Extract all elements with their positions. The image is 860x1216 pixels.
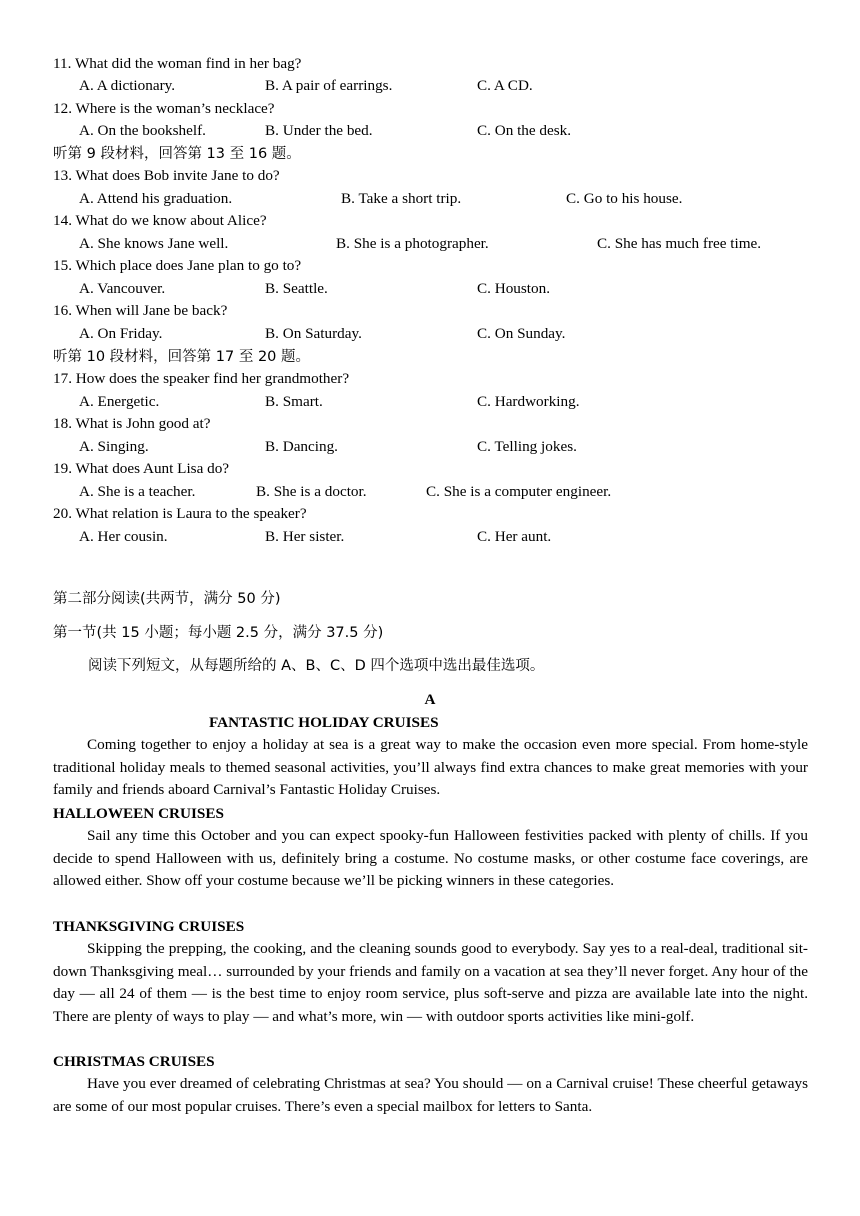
q15-option-a: A. Vancouver. [79,280,166,297]
halloween-heading: HALLOWEEN CRUISES [53,805,224,822]
q12-option-a: A. On the bookshelf. [79,122,206,139]
q15-option-c: C. Houston. [477,280,550,297]
q17-option-a: A. Energetic. [79,393,160,410]
q14-option-c: C. She has much free time. [597,235,762,252]
q18-option-b: B. Dancing. [265,438,338,455]
passage-letter: A [424,691,436,708]
q13-option-c: C. Go to his house. [566,190,683,207]
q12-option-c: C. On the desk. [477,122,572,139]
passage-intro: Coming together to enjoy a holiday at sea is a great way to make the occasion even more special. From home-style traditional holiday meals to themed seasonal activities, you’ll always find extra chances to make great memories with your family and friends aboard Carnival’s Fantastic Holiday Cruises. [53,736,808,799]
reading-section-title: 第一节(共 15 小题；每小题 2.5 分，满分 37.5 分) [53,625,384,641]
q13-option-b: B. Take a short trip. [341,190,462,207]
reading-part-title: 第二部分阅读(共两节，满分 50 分) [53,591,281,607]
q12-option-b: B. Under the bed. [265,122,373,139]
q16-option-c: C. On Sunday. [477,325,566,342]
question-12: 12. Where is the woman’s necklace? [53,100,275,117]
thanksgiving-text: Skipping the prepping, the cooking, and the cleaning sounds good to everybody. Say yes to a real-deal, traditional sit-down Thanksgiving meal… surrounded by your friends and family on a vacation at sea they’ll never forget. Any hour of the day — all 24 of them — is the best time to enjoy room service, plus soft-serve and pizza are available late into the night. There are plenty of ways to play — and what’s more, win — with outdoor sports activities like mini-golf. [53,940,808,1025]
q18-option-c: C. Telling jokes. [477,438,577,455]
section-note-part10: 听第 10 段材料，回答第 17 至 20 题。 [53,349,311,365]
q13-option-a: A. Attend his graduation. [79,190,233,207]
section-note-part9: 听第 9 段材料，回答第 13 至 16 题。 [53,146,301,162]
q19-option-a: A. She is a teacher. [79,483,196,500]
question-15: 15. Which place does Jane plan to go to? [53,257,302,274]
q14-option-b: B. She is a photographer. [336,235,489,252]
christmas-heading: CHRISTMAS CRUISES [53,1053,215,1070]
q18-option-a: A. Singing. [79,438,149,455]
question-19: 19. What does Aunt Lisa do? [53,460,230,477]
q11-option-a: A. A dictionary. [79,77,176,94]
q11-option-c: C. A CD. [477,77,533,94]
thanksgiving-heading: THANKSGIVING CRUISES [53,918,245,935]
question-20: 20. What relation is Laura to the speaker? [53,505,307,522]
q17-option-c: C. Hardworking. [477,393,580,410]
halloween-text: Sail any time this October and you can expect spooky-fun Halloween festivities packed with plenty of chills. If you decide to spend Halloween with us, definitely bring a costume. No costume masks, or other costume face coverings, are allowed either. Show off your costume because we’ll be picking winners in these categories. [53,827,808,890]
q14-option-a: A. She knows Jane well. [79,235,229,252]
question-13: 13. What does Bob invite Jane to do? [53,167,280,184]
passage-title: FANTASTIC HOLIDAY CRUISES [209,714,439,731]
question-17: 17. How does the speaker find her grandmother? [53,370,350,387]
q11-option-b: B. A pair of earrings. [265,77,393,94]
question-18: 18. What is John good at? [53,415,211,432]
q15-option-b: B. Seattle. [265,280,328,297]
reading-instruction: 阅读下列短文，从每题所给的 A、B、C、D 四个选项中选出最佳选项。 [88,658,545,674]
question-11: 11. What did the woman find in her bag? [53,55,302,72]
q17-option-b: B. Smart. [265,393,323,410]
q16-option-a: A. On Friday. [79,325,163,342]
question-14: 14. What do we know about Alice? [53,212,267,229]
q19-option-c: C. She is a computer engineer. [426,483,612,500]
question-16: 16. When will Jane be back? [53,302,228,319]
q20-option-a: A. Her cousin. [79,528,168,545]
christmas-text: Have you ever dreamed of celebrating Christmas at sea? You should — on a Carnival cruise! These cheerful getaways are some of our most popular cruises. There’s even a special mailbox for letters to Santa. [53,1075,808,1115]
q20-option-b: B. Her sister. [265,528,345,545]
q20-option-c: C. Her aunt. [477,528,552,545]
q19-option-b: B. She is a doctor. [256,483,367,500]
q16-option-b: B. On Saturday. [265,325,362,342]
